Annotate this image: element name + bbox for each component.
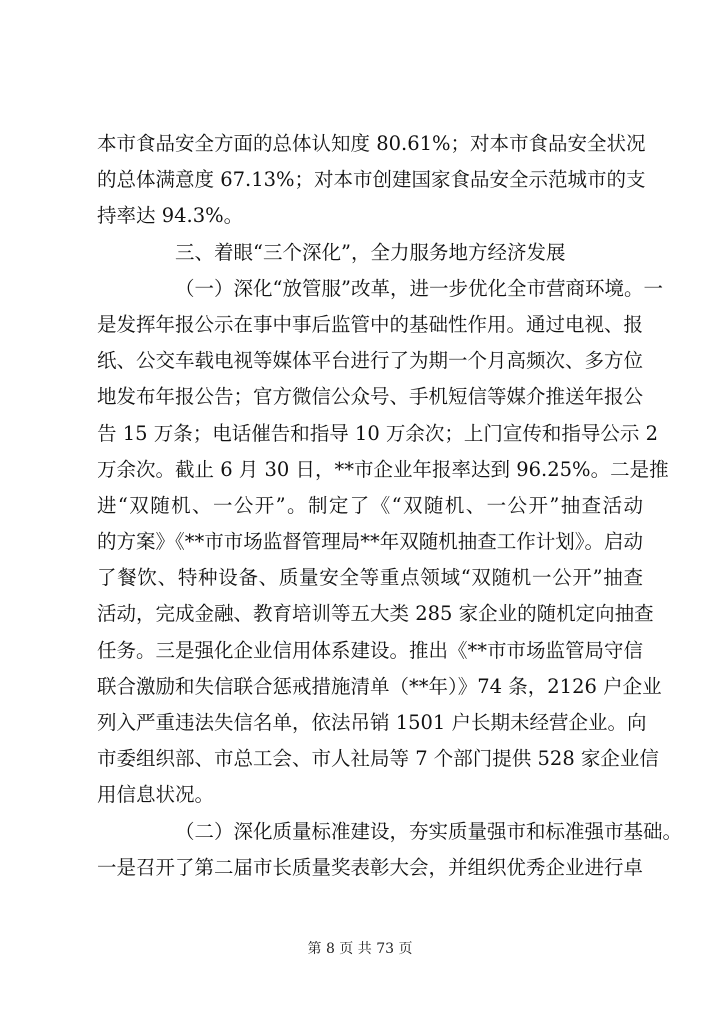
text-line: （一）深化“放管服”改革，进一步优化全市营商环境。一 (175, 276, 663, 300)
text-line: 进“双随机、一公开”。制定了《“双随机、一公开”抽查活动 (97, 493, 643, 517)
text-line: 三、着眼“三个深化”，全力服务地方经济发展 (175, 240, 566, 264)
body-text (97, 126, 683, 886)
text-line: （二）深化质量标准建设，夯实质量强市和标准强市基础。 (175, 819, 683, 843)
text-line: 万余次。截止 6 月 30 日，**市企业年报率达到 96.25%。二是推 (97, 457, 669, 481)
text-line: 告 15 万条；电话催告和指导 10 万余次；上门宣传和指导公示 2 (97, 421, 659, 445)
text-line: 是发挥年报公示在事中事后监管中的基础性作用。通过电视、报 (97, 312, 644, 336)
text-line: 活动，完成金融、教育培训等五大类 285 家企业的随机定向抽查 (97, 602, 654, 626)
text-line: 本市食品安全方面的总体认知度 80.61%；对本市食品安全状况 (97, 132, 646, 155)
text-line: 的方案》《**市市场监督管理局**年双随机抽查工作计划》。启动 (97, 530, 644, 554)
text-line: 用信息状况。 (97, 783, 215, 807)
text-line: 任务。三是强化企业信用体系建设。推出《**市市场监管局守信 (97, 638, 644, 662)
text-line: 市委组织部、市总工会、市人社局等 7 个部门提供 528 家企业信 (97, 747, 659, 771)
text-line: 列入严重违法失信名单，依法吊销 1501 户长期未经营企业。向 (97, 711, 647, 734)
text-line: 联合激励和失信联合惩戒措施清单（**年）》74 条，2126 户企业 (97, 674, 662, 698)
text-line: 持率达 94.3%。 (97, 204, 244, 228)
text-line: 纸、公交车载电视等媒体平台进行了为期一个月高频次、多方位 (97, 349, 644, 373)
page-footer: 第 8 页 共 73 页 (307, 941, 413, 957)
text-line: 了餐饮、特种设备、质量安全等重点领域“双随机一公开”抽查 (97, 566, 643, 590)
text-line: 的总体满意度 67.13%；对本市创建国家食品安全示范城市的支 (97, 168, 646, 192)
text-line: 地发布年报公告；官方微信公众号、手机短信等媒介推送年报公 (97, 385, 644, 409)
text-line: 一是召开了第二届市长质量奖表彰大会，并组织优秀企业进行卓 (97, 855, 644, 879)
